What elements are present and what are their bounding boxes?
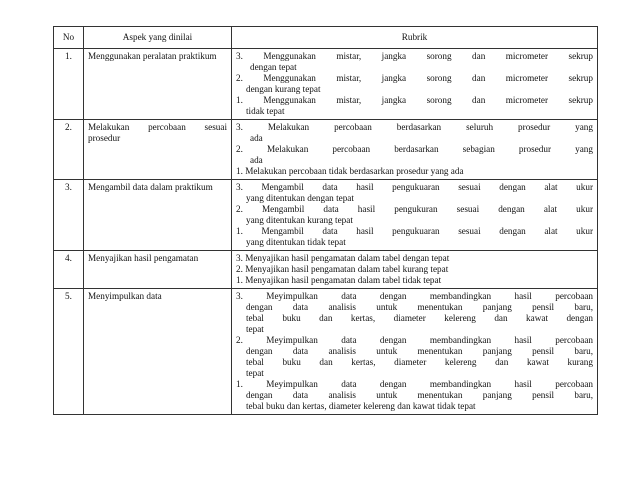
rubric-line: 2. Melakukan percobaan berdasarkan sebagian prosedur yang xyxy=(236,144,593,154)
rubric-line: dengan kurang tepat xyxy=(246,84,321,94)
rubric-line: tebal buku dan kertas, diameter kelereng dan kawat kurang xyxy=(246,357,593,367)
rubric-cell xyxy=(232,180,598,251)
rubric-line: dengan data analisis untuk menentukan panjang pensil baru, xyxy=(246,390,593,400)
rubric-cell xyxy=(232,49,598,120)
table-row xyxy=(54,289,598,415)
rubric-line: dengan tepat xyxy=(250,62,297,72)
rubric-line: tepat xyxy=(246,368,264,378)
row-number: 4. xyxy=(54,251,84,289)
rubric-line: 3. Melakukan percobaan berdasarkan seluruh prosedur yang xyxy=(236,122,593,132)
rubric-line: 2. Mengambil data hasil pengukuran sesuai dengan alat ukur xyxy=(236,204,593,214)
aspect-cell: Menyimpulkan data xyxy=(84,289,232,415)
rubric-line: 2. Menggunakan mistar, jangka sorong dan micrometer sekrup xyxy=(236,73,593,83)
rubric-line: tebal buku dan kertas, diameter kelereng dan kawat tidak tepat xyxy=(246,401,476,411)
rubric-line: 3. Mengambil data hasil pengukuaran sesuai dengan alat ukur xyxy=(236,182,593,192)
header-rubrik: Rubrik xyxy=(232,27,598,49)
aspect-line: Melakukan percobaan sesuai xyxy=(88,122,227,132)
rubric-line: 2. Meyimpulkan data dengan membandingkan hasil percobaan xyxy=(236,335,593,345)
rubric-cell xyxy=(232,251,598,289)
rubric-line: dengan data analisis untuk menentukan panjang pensil baru, xyxy=(246,302,593,312)
rubric-line: 1. Mengambil data hasil pengukuaran sesuai dengan alat ukur xyxy=(236,226,593,236)
rubric-cell xyxy=(232,120,598,180)
header-aspek: Aspek yang dinilai xyxy=(84,27,232,49)
rubric-line: yang ditentukan kurang tepat xyxy=(246,215,353,225)
rubric-line: ada xyxy=(250,155,263,165)
rubric-line: 1. Menggunakan mistar, jangka sorong dan micrometer sekrup xyxy=(236,95,593,105)
header-row xyxy=(54,27,598,49)
table-row xyxy=(54,120,598,180)
header-no: No xyxy=(54,27,84,49)
table-row xyxy=(54,49,598,120)
rubric-line: tebal buku dan kertas, diameter kelereng dan kawat dengan xyxy=(246,313,593,323)
aspect-cell: Menggunakan peralatan praktikum xyxy=(84,49,232,120)
aspect-line: prosedur xyxy=(88,133,121,143)
rubric-table xyxy=(53,26,598,415)
rubric-line: 3. Menyajikan hasil pengamatan dalam tabel dengan tepat xyxy=(236,253,450,263)
rubric-line: yang ditentukan tidak tepat xyxy=(246,237,346,247)
aspect-cell xyxy=(84,120,232,180)
row-number: 1. xyxy=(54,49,84,120)
rubric-line: tidak tepat xyxy=(246,106,285,116)
rubric-line: dengan data analisis untuk menentukan panjang pensil baru, xyxy=(246,346,593,356)
rubric-line: yang ditentukan dengan tepat xyxy=(246,193,354,203)
row-number: 5. xyxy=(54,289,84,415)
rubric-line: 3. Meyimpulkan data dengan membandingkan hasil percobaan xyxy=(236,291,593,301)
table-row xyxy=(54,251,598,289)
rubric-line: 2. Menyajikan hasil pengamatan dalam tabel kurang tepat xyxy=(236,264,449,274)
rubric-line: ada xyxy=(250,133,263,143)
rubric-cell xyxy=(232,289,598,415)
row-number: 3. xyxy=(54,180,84,251)
row-number: 2. xyxy=(54,120,84,180)
aspect-cell: Mengambil data dalam praktikum xyxy=(84,180,232,251)
table-row xyxy=(54,180,598,251)
rubric-line: tepat xyxy=(246,324,264,334)
aspect-cell: Menyajikan hasil pengamatan xyxy=(84,251,232,289)
rubric-line: 3. Menggunakan mistar, jangka sorong dan micrometer sekrup xyxy=(236,51,593,61)
rubric-line: 1. Melakukan percobaan tidak berdasarkan prosedur yang ada xyxy=(236,166,464,176)
rubric-line: 1. Menyajikan hasil pengamatan dalam tabel tidak tepat xyxy=(236,275,442,285)
rubric-line: 1. Meyimpulkan data dengan membandingkan hasil percobaan xyxy=(236,379,593,389)
